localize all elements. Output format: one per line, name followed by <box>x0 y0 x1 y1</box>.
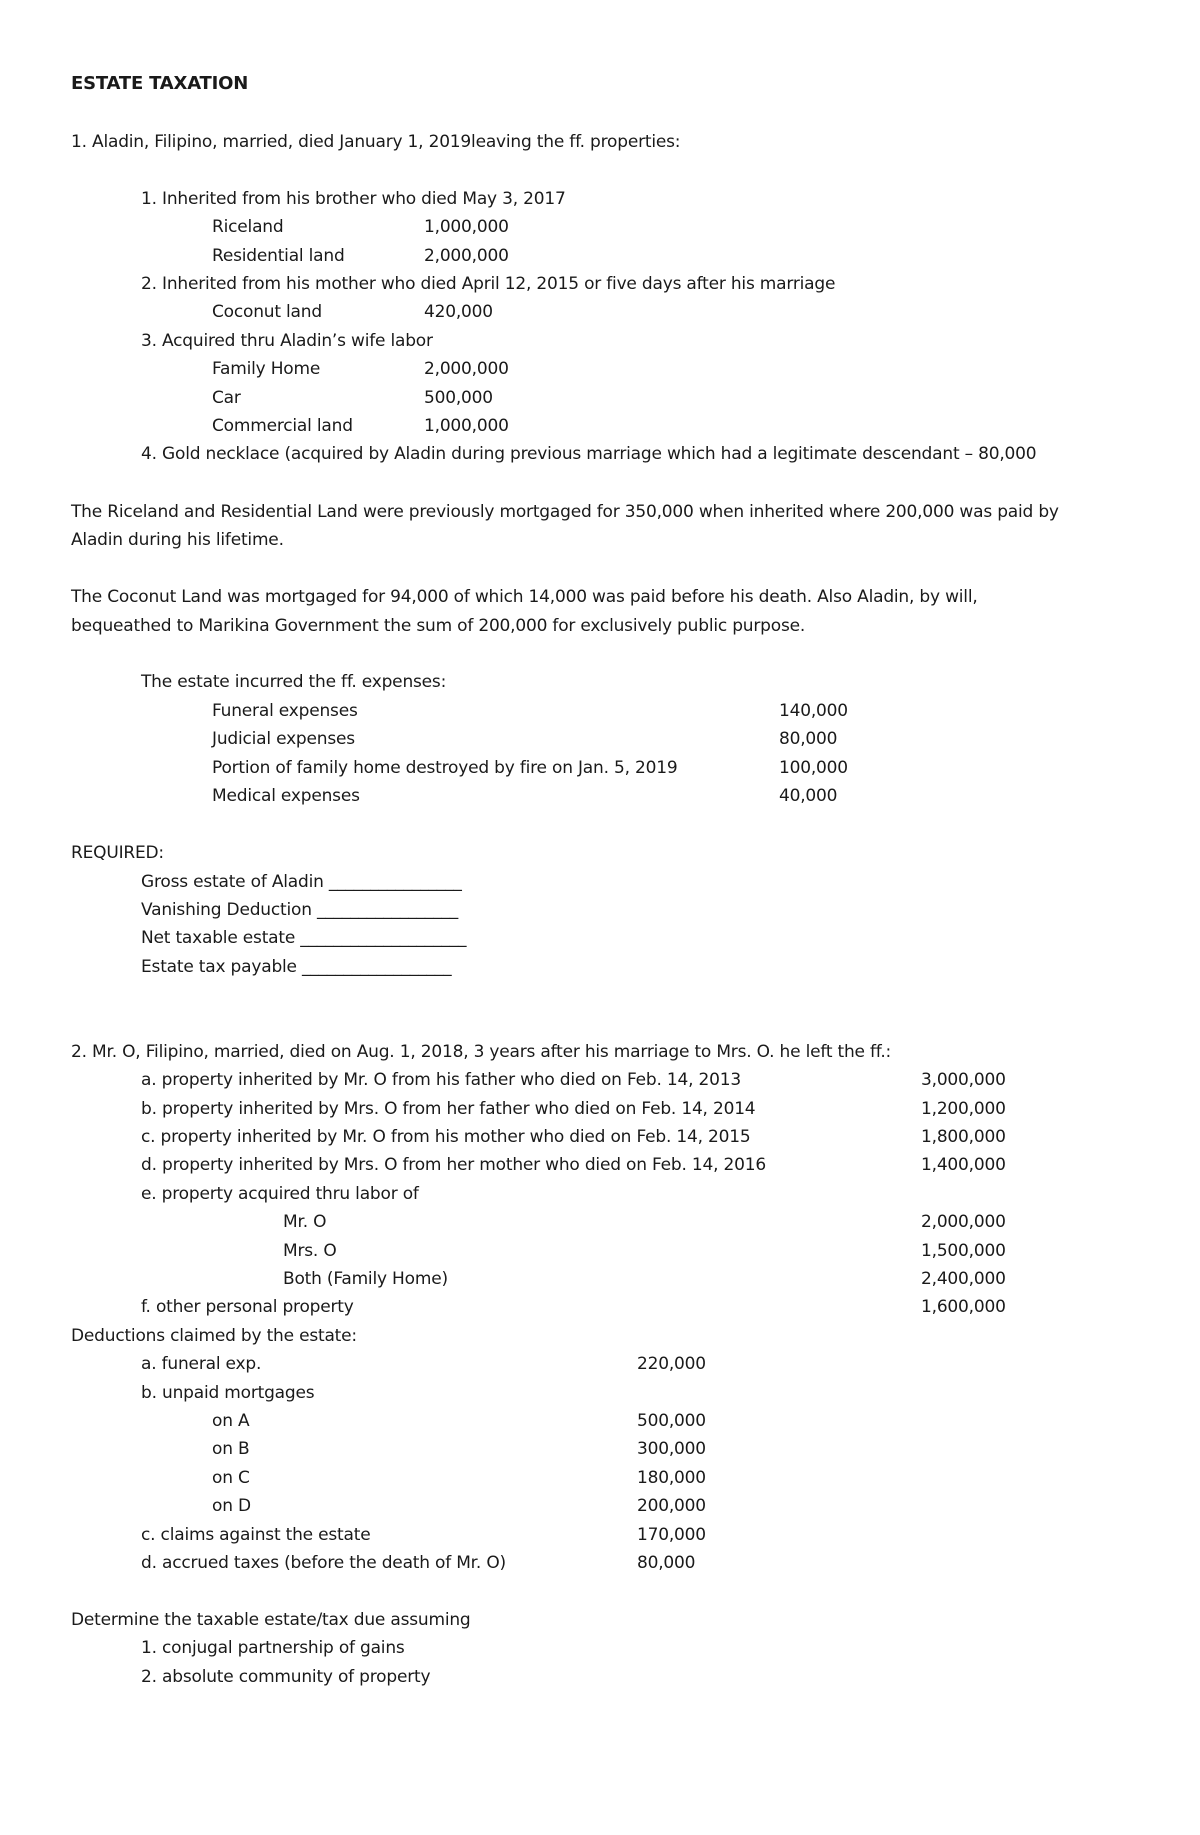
p2-f-value: 1,600,000 <box>921 1297 1006 1317</box>
p2-b-label: b. property inherited by Mrs. O from her father who died on Feb. 14, 2014 <box>141 1099 756 1119</box>
p2-onB-label: on B <box>212 1439 250 1459</box>
p1-family-home-value: 2,000,000 <box>424 359 509 379</box>
p1-medical-value: 40,000 <box>779 786 838 806</box>
p2-determine: Determine the taxable estate/tax due assuming <box>71 1610 471 1630</box>
p2-a-value: 3,000,000 <box>921 1070 1006 1090</box>
p2-option-conjugal: 1. conjugal partnership of gains <box>141 1638 405 1658</box>
p1-req-estate-tax-payable: Estate tax payable __________________ <box>141 957 452 977</box>
p2-d-label: d. property inherited by Mrs. O from her mother who died on Feb. 14, 2016 <box>141 1155 766 1175</box>
p1-riceland-label: Riceland <box>212 217 284 237</box>
p1-judicial-label: Judicial expenses <box>212 729 355 749</box>
p2-onC-label: on C <box>212 1468 250 1488</box>
p2-e1-value: 2,000,000 <box>921 1212 1006 1232</box>
p1-para1-line1: The Riceland and Residential Land were previously mortgaged for 350,000 when inherited where 200,000 was paid by <box>71 502 1059 522</box>
p1-item1: 1. Inherited from his brother who died May 3, 2017 <box>141 189 566 209</box>
p1-residential-label: Residential land <box>212 246 345 266</box>
p2-option-absolute: 2. absolute community of property <box>141 1667 431 1687</box>
page-title: ESTATE TAXATION <box>71 73 249 94</box>
p2-da-value: 220,000 <box>637 1354 706 1374</box>
p2-c-label: c. property inherited by Mr. O from his mother who died on Feb. 14, 2015 <box>141 1127 751 1147</box>
p2-a-label: a. property inherited by Mr. O from his father who died on Feb. 14, 2013 <box>141 1070 741 1090</box>
p1-required-label: REQUIRED: <box>71 843 164 863</box>
problem1-intro: 1. Aladin, Filipino, married, died January 1, 2019leaving the ff. properties: <box>71 132 681 152</box>
p2-onD-label: on D <box>212 1496 251 1516</box>
p2-b-value: 1,200,000 <box>921 1099 1006 1119</box>
p1-commercial-label: Commercial land <box>212 416 353 436</box>
p1-para1-line2: Aladin during his lifetime. <box>71 530 284 550</box>
p1-fire-label: Portion of family home destroyed by fire on Jan. 5, 2019 <box>212 758 678 778</box>
p1-funeral-value: 140,000 <box>779 701 848 721</box>
p1-funeral-label: Funeral expenses <box>212 701 358 721</box>
p1-medical-label: Medical expenses <box>212 786 360 806</box>
p2-onA-value: 500,000 <box>637 1411 706 1431</box>
p1-expenses-intro: The estate incurred the ff. expenses: <box>141 672 447 692</box>
p2-db-label: b. unpaid mortgages <box>141 1383 315 1403</box>
p2-e1-label: Mr. O <box>283 1212 327 1232</box>
p1-para2-line2: bequeathed to Marikina Government the sum of 200,000 for exclusively public purpose. <box>71 616 806 636</box>
p2-da-label: a. funeral exp. <box>141 1354 262 1374</box>
p1-fire-value: 100,000 <box>779 758 848 778</box>
p2-e2-value: 1,500,000 <box>921 1241 1006 1261</box>
p2-dc-value: 170,000 <box>637 1525 706 1545</box>
p1-car-value: 500,000 <box>424 388 493 408</box>
p2-e-label: e. property acquired thru labor of <box>141 1184 419 1204</box>
p1-req-gross-estate: Gross estate of Aladin ________________ <box>141 872 462 892</box>
p2-onB-value: 300,000 <box>637 1439 706 1459</box>
p2-d-value: 1,400,000 <box>921 1155 1006 1175</box>
p1-item2: 2. Inherited from his mother who died April 12, 2015 or five days after his marriage <box>141 274 836 294</box>
p1-item4: 4. Gold necklace (acquired by Aladin during previous marriage which had a legitimate descendant – 80,000 <box>141 444 1037 464</box>
p2-dd-label: d. accrued taxes (before the death of Mr. O) <box>141 1553 506 1573</box>
p2-dd-value: 80,000 <box>637 1553 696 1573</box>
p2-dc-label: c. claims against the estate <box>141 1525 371 1545</box>
p1-coconut-label: Coconut land <box>212 302 322 322</box>
p2-onA-label: on A <box>212 1411 250 1431</box>
p1-para2-line1: The Coconut Land was mortgaged for 94,000 of which 14,000 was paid before his death. Also Aladin, by will, <box>71 587 978 607</box>
p2-e3-value: 2,400,000 <box>921 1269 1006 1289</box>
p2-deductions-intro: Deductions claimed by the estate: <box>71 1326 357 1346</box>
p2-e3-label: Both (Family Home) <box>283 1269 448 1289</box>
p1-req-net-taxable-estate: Net taxable estate ____________________ <box>141 928 467 948</box>
p1-coconut-value: 420,000 <box>424 302 493 322</box>
p2-onD-value: 200,000 <box>637 1496 706 1516</box>
p1-family-home-label: Family Home <box>212 359 321 379</box>
p2-e2-label: Mrs. O <box>283 1241 337 1261</box>
p1-commercial-value: 1,000,000 <box>424 416 509 436</box>
p2-onC-value: 180,000 <box>637 1468 706 1488</box>
p1-item3: 3. Acquired thru Aladin’s wife labor <box>141 331 433 351</box>
p1-residential-value: 2,000,000 <box>424 246 509 266</box>
problem2-intro: 2. Mr. O, Filipino, married, died on Aug. 1, 2018, 3 years after his marriage to Mrs. O. he left the ff.: <box>71 1042 892 1062</box>
p1-req-vanishing-deduction: Vanishing Deduction _________________ <box>141 900 459 920</box>
p1-riceland-value: 1,000,000 <box>424 217 509 237</box>
p2-c-value: 1,800,000 <box>921 1127 1006 1147</box>
p1-judicial-value: 80,000 <box>779 729 838 749</box>
p2-f-label: f. other personal property <box>141 1297 354 1317</box>
p1-car-label: Car <box>212 388 241 408</box>
